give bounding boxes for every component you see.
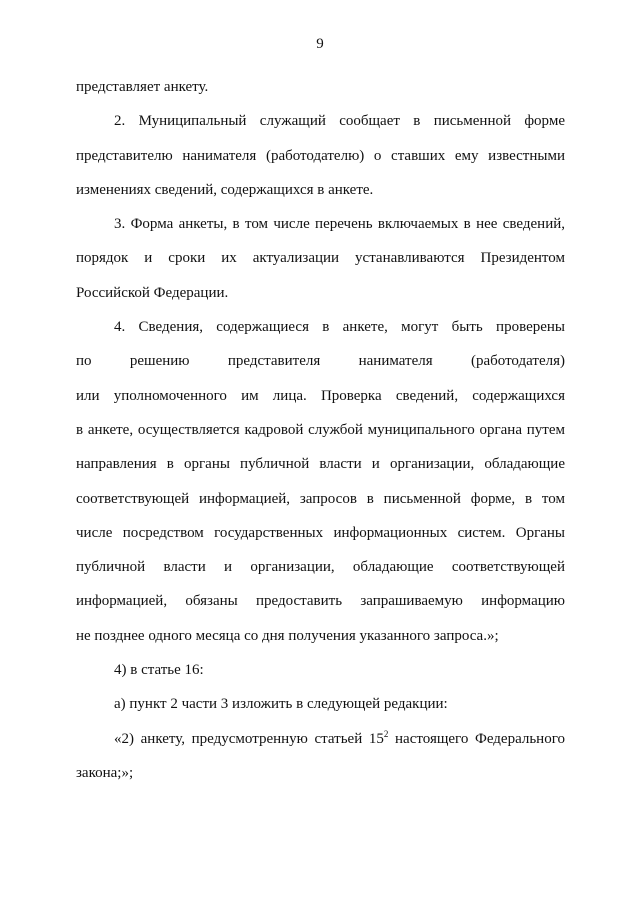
paragraph-item-4 (76, 310, 565, 653)
paragraph-continuation (76, 70, 565, 104)
text-line: не позднее одного месяца со дня получения указанного запроса.»; (76, 627, 499, 644)
paragraph-subitem-a (76, 687, 565, 721)
text-line: по решению представителя нанимателя (работодателя) (76, 353, 565, 370)
text-line: направления в органы публичной власти и организации, обладающие (76, 456, 565, 473)
text-line: соответствующей информацией, запросов в письменной форме, в том (76, 490, 565, 507)
text-line: публичной власти и организации, обладающие соответствующей (76, 559, 565, 576)
text-line: в анкете, осуществляется кадровой службой муниципального органа путем (76, 421, 565, 438)
text-fragment: «2) анкету, предусмотренную статьей 15 (114, 730, 384, 747)
text-line: 3. Форма анкеты, в том числе перечень включаемых в нее сведений, (114, 216, 565, 233)
page-number: 9 (316, 36, 324, 52)
superscript: 2 (383, 728, 389, 739)
text-line: 4. Сведения, содержащиеся в анкете, могут быть проверены (114, 319, 565, 336)
paragraph-item-3 (76, 207, 565, 310)
text-line: или уполномоченного им лица. Проверка сведений, содержащихся (76, 387, 565, 404)
text-line: 2. Муниципальный служащий сообщает в письменной форме (114, 113, 565, 130)
document-body (76, 70, 565, 790)
text-line: 4) в статье 16: (114, 662, 204, 679)
paragraph-article-16 (76, 653, 565, 687)
text-line: порядок и сроки их актуализации устанавливаются Президентом (76, 250, 565, 267)
text-line: представляет анкету. (76, 79, 209, 95)
text-line: а) пункт 2 части 3 изложить в следующей редакции: (114, 696, 448, 713)
text-line: изменениях сведений, содержащихся в анкете. (76, 181, 374, 198)
text-line (76, 722, 565, 756)
text-line: информацией, обязаны предоставить запрашиваемую информацию (76, 593, 565, 610)
paragraph-item-2 (76, 104, 565, 207)
paragraph-quoted-item-2 (76, 722, 565, 791)
text-line: представителю нанимателя (работодателю) о ставших ему известными (76, 147, 565, 164)
text-fragment: настоящего Федерального (388, 730, 565, 747)
text-line: Российской Федерации. (76, 284, 229, 301)
text-line: числе посредством государственных информационных систем. Органы (76, 524, 565, 541)
text-line: закона;»; (76, 764, 134, 781)
